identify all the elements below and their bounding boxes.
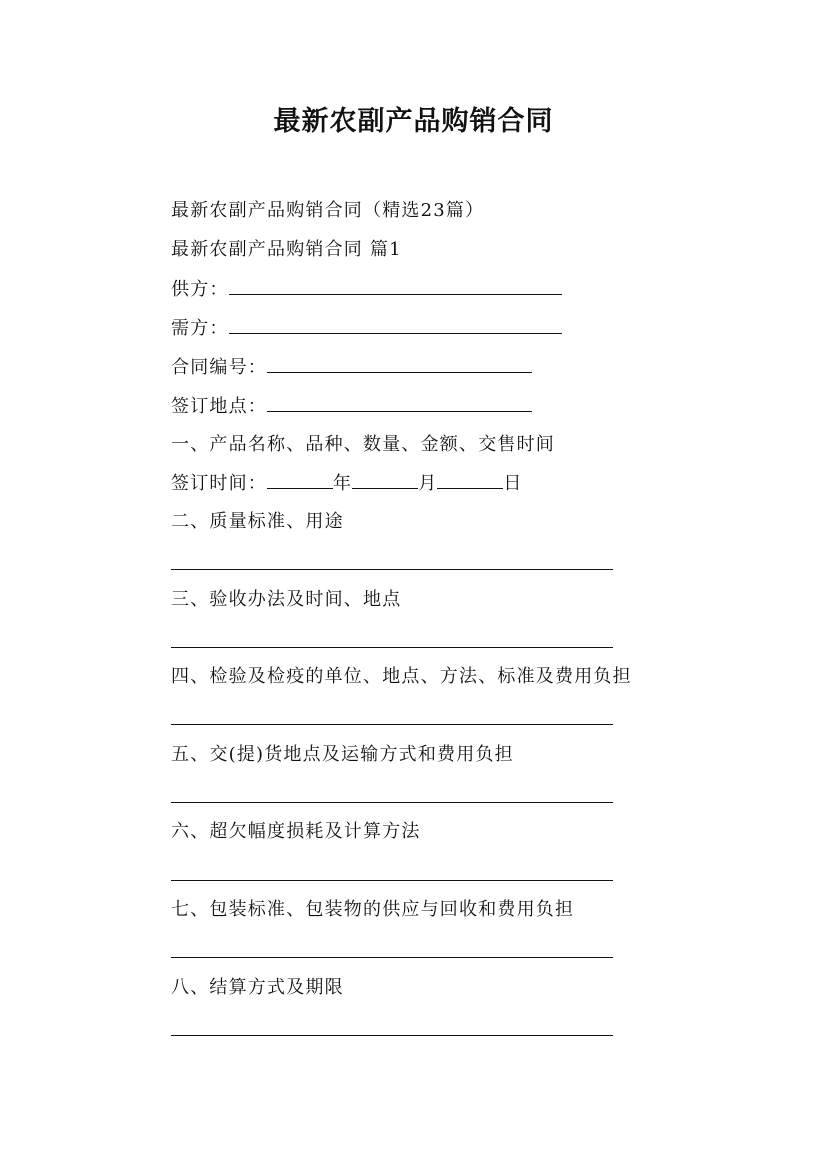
sign-place-field bbox=[171, 393, 532, 420]
contract-number-label: 合同编号： bbox=[171, 357, 267, 378]
buyer-label: 需方： bbox=[171, 318, 229, 339]
clause-7: 七、包装标准、包装物的供应与回收和费用负担 bbox=[171, 899, 575, 920]
clause-1: 一、产品名称、品种、数量、金额、交售时间 bbox=[171, 434, 555, 455]
buyer-field bbox=[171, 315, 562, 342]
clause-4: 四、检验及检疫的单位、地点、方法、标准及费用负担 bbox=[171, 666, 632, 687]
clause-3-blank-line bbox=[171, 647, 613, 648]
day-label: 日 bbox=[503, 473, 523, 494]
clause-7-blank-line bbox=[171, 957, 613, 958]
year-blank bbox=[267, 470, 333, 489]
sign-place-label: 签订地点： bbox=[171, 396, 267, 417]
sign-time-field bbox=[171, 470, 523, 497]
clause-6: 六、超欠幅度损耗及计算方法 bbox=[171, 821, 421, 842]
sign-time-label: 签订时间： bbox=[171, 473, 267, 494]
clause-3: 三、验收办法及时间、地点 bbox=[171, 589, 402, 610]
supplier-label: 供方： bbox=[171, 279, 229, 300]
clause-4-blank-line bbox=[171, 724, 613, 725]
day-blank bbox=[437, 470, 503, 489]
contract-number-field bbox=[171, 354, 532, 381]
document-subtitle: 最新农副产品购销合同（精选23篇） bbox=[171, 200, 485, 221]
year-label: 年 bbox=[333, 473, 353, 494]
clause-8: 八、结算方式及期限 bbox=[171, 977, 344, 998]
clause-2: 二、质量标准、用途 bbox=[171, 511, 344, 532]
supplier-blank bbox=[229, 276, 562, 295]
clause-5: 五、交(提)货地点及运输方式和费用负担 bbox=[171, 744, 514, 765]
month-label: 月 bbox=[418, 473, 438, 494]
section-heading: 最新农副产品购销合同 篇1 bbox=[171, 239, 402, 260]
buyer-blank bbox=[229, 315, 562, 334]
document-title: 最新农副产品购销合同 bbox=[273, 106, 554, 137]
clause-8-blank-line bbox=[171, 1035, 613, 1036]
clause-2-blank-line bbox=[171, 569, 613, 570]
sign-place-blank bbox=[267, 393, 532, 412]
month-blank bbox=[352, 470, 418, 489]
supplier-field bbox=[171, 276, 562, 303]
clause-5-blank-line bbox=[171, 802, 613, 803]
contract-number-blank bbox=[267, 354, 532, 373]
clause-6-blank-line bbox=[171, 880, 613, 881]
